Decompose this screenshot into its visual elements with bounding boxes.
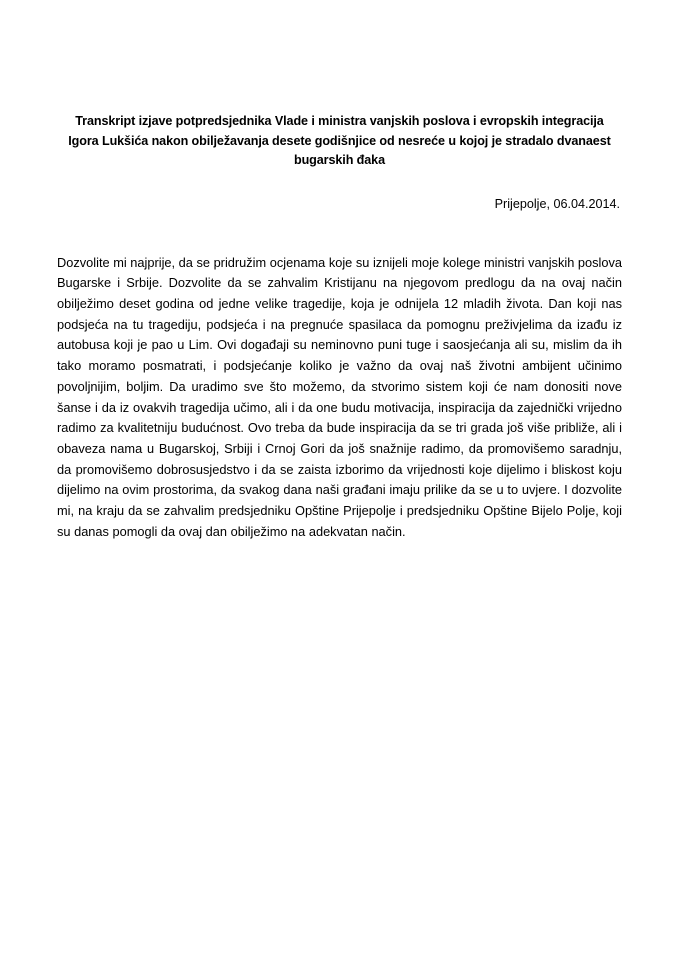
document-body-paragraph: Dozvolite mi najprije, da se pridružim ocjenama koje su iznijeli moje kolege ministri vanjskih poslova Bugarske i Srbije. Dozvolite da se zahvalim Kristijanu na njegovom predlogu da na ovaj način obilježimo deset godina od jedne velike tragedije, koja je odnijela 12 mladih života. Dan koji nas podsjeća na tu tragediju, podsjeća i na pregnuće spasilaca da pomognu preživjelima da izađu iz autobusa koji je pao u Lim. Ovi događaji su neminovno puni tuge i saosjećanja ali su, mislim da ih tako moramo posmatrati, i podsjećanje koliko je važno da ovaj naš životni ambijent učinimo povoljnijim, boljim. Da uradimo sve što možemo, da stvorimo sistem koji će nam donositi nove šanse i da iz ovakvih tragedija učimo, ali i da one budu motivacija, inspiracija da zajednički vrijedno radimo za kvalitetniju budućnost. Ovo treba da bude inspiracija da se tri grada još više približe, ali i obaveza nama u Bugarskoj, Srbiji i Crnoj Gori da još snažnije radimo, da promovišemo saradnju, da promovišemo dobrosusjedstvo i da se zaista izborimo da vrijednosti koje dijelimo i bliskost koju dijelimo na ovim prostorima, da svakog dana naši građani imaju prilike da se u to uvjere. I dozvolite mi, na kraju da se zahvalim predsjedniku Opštine Prijepolje i predsjedniku Opštine Bijelo Polje, koji su danas pomogli da ovaj dan obilježimo na adekvatan način. — [57, 254, 622, 539]
place-and-date: Prijepolje, 06.04.2014. — [494, 196, 620, 211]
page-title: Transkript izjave potpredsjednika Vlade i ministra vanjskih poslova i evropskih integracija Igora Lukšića nakon obilježavanja desete godišnjice od nesreće u kojoj je stradalo dvanaest bugarskih đaka — [68, 114, 611, 168]
document-content — [57, 112, 622, 543]
